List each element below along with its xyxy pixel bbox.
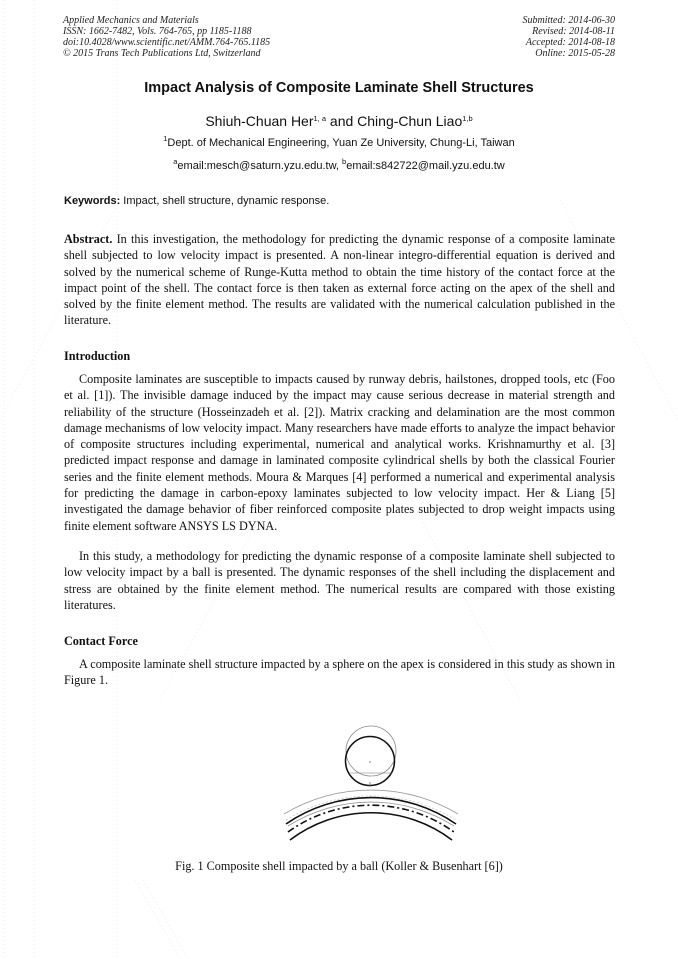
keywords-label: Keywords: bbox=[64, 195, 121, 207]
submitted-date: Submitted: 2014-06-30 bbox=[522, 15, 615, 26]
abstract-text: In this investigation, the methodology for predicting the dynamic response of a composite laminate shell subjected to low velocity impact is presented. A non-linear integro-differential equation is derived and solved by the numerical scheme of Runge-Kutta method to obtain the time history of the contact force at the impact point of the shell. The contact force is then taken as external force acting on the apex of the shell and solved by the finite element method. The results are validated with the numerical calculation published in the literature. bbox=[64, 232, 615, 328]
paper-title: Impact Analysis of Composite Laminate Shell Structures bbox=[144, 80, 534, 96]
copyright-line: © 2015 Trans Tech Publications Ltd, Switzerland bbox=[63, 48, 261, 59]
email-b[interactable]: email:s842722@mail.yzu.edu.tw bbox=[346, 160, 505, 172]
abstract bbox=[64, 231, 615, 329]
contact-force-paragraph-1: A composite laminate shell structure impacted by a sphere on the apex is considered in this study as shown in Figure 1. bbox=[64, 657, 615, 688]
ball-center-mark: z bbox=[369, 759, 371, 764]
author-1-sup: 1, a bbox=[313, 114, 327, 123]
introduction-paragraph-2: In this study, a methodology for predicting the dynamic response of a composite laminate shell subjected to low velocity impact by a ball is presented. The dynamic responses of the shell including the displacement and stress are obtained by the finite element method. The numerical results are compared with those existing literatures. bbox=[64, 549, 615, 612]
email-line bbox=[0, 157, 678, 172]
accepted-date: Accepted: 2014-08-18 bbox=[525, 37, 615, 48]
online-date: Online: 2015-05-28 bbox=[535, 48, 615, 59]
email-a-sup: a bbox=[173, 157, 178, 166]
email-a[interactable]: email:mesch@saturn.yzu.edu.tw, bbox=[177, 160, 343, 172]
author-1: Shiuh-Chuan Her bbox=[205, 113, 314, 129]
journal-header bbox=[63, 15, 270, 59]
keywords bbox=[64, 195, 329, 207]
revised-date: Revised: 2014-08-11 bbox=[532, 26, 615, 37]
introduction-heading: Introduction bbox=[64, 349, 131, 363]
figure-caption: Fig. 1 Composite shell impacted by a ball (Koller & Busenhart [6]) bbox=[175, 859, 503, 873]
affiliation-sup: 1 bbox=[163, 134, 168, 143]
affiliation bbox=[0, 134, 678, 149]
author-line bbox=[0, 113, 678, 129]
email-b-sup: b bbox=[342, 157, 347, 166]
issn-line: ISSN: 1662-7482, Vols. 764-765, pp 1185-1188 bbox=[63, 26, 252, 37]
journal-name: Applied Mechanics and Materials bbox=[63, 15, 199, 26]
introduction-paragraph-1: Composite laminates are susceptible to impacts caused by runway debris, hailstones, dropped tools, etc (Foo et al. [1]). The invisible damage induced by the impact may cause serious decrease in material strength and reliability of the structure (Hosseinzadeh et al. [2]). Matrix cracking and delamination are the most common damage mechanisms of low velocity impact. Many researchers have made efforts to analyze the impact behavior of composite structures including experimental, numerical and analytical works. Krishnamurthy et al. [3] predicted impact response and damage in laminated composite cylindrical shells by both the classical Fourier series and the finite element methods. Moura & Marques [4] performed a numerical and experimental analysis for predicting the damage in carbon-epoxy laminates subjected to low velocity impact. Her & Liang [5] investigated the damage behavior of fiber reinforced composite plates subjected to drop weight impacts using finite element software ANSYS LS DYNA. bbox=[64, 372, 615, 533]
author-2: Ching-Chun Liao bbox=[357, 113, 463, 129]
keywords-text: Impact, shell structure, dynamic response. bbox=[120, 195, 330, 207]
author-conjunction: and bbox=[326, 113, 358, 129]
abstract-label: Abstract. bbox=[64, 232, 113, 246]
doi-line: doi:10.4028/www.scientific.net/AMM.764-765.1185 bbox=[63, 37, 271, 48]
contact-force-heading: Contact Force bbox=[64, 634, 138, 648]
ball-on-shell-figure bbox=[276, 716, 466, 842]
affiliation-text: Dept. of Mechanical Engineering, Yuan Ze University, Chung-Li, Taiwan bbox=[167, 137, 515, 149]
submission-dates bbox=[523, 15, 616, 59]
author-2-sup: 1,b bbox=[462, 114, 473, 123]
